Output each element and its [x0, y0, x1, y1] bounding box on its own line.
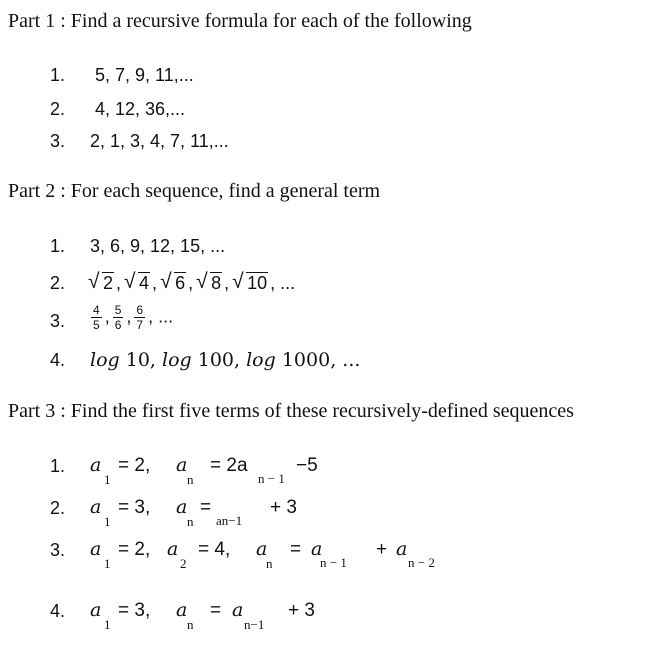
sequence-tail: , ... — [270, 273, 296, 293]
fraction-term: $\frac{6}{7}$ — [136, 303, 144, 332]
list-number: 1. — [50, 236, 66, 256]
sequence-text: 4, 12, 36,... — [95, 99, 186, 119]
list-number: 2. — [50, 99, 66, 119]
list-number: 1. — [50, 456, 66, 476]
sqrt-sequence: √ 2 , √ 4 , √ 6 , √ 8 , √ 10 , ... — [90, 273, 295, 294]
fraction-term: $\frac{4}{5}$ — [93, 303, 100, 332]
sqrt-term: √ 2 — [90, 273, 114, 294]
part3-heading: Part 3 : Find the first five terms of these recursively-defined sequences — [8, 400, 574, 422]
part2-heading: Part 2 : For each sequence, find a general term — [8, 180, 381, 202]
list-number: 3. — [50, 311, 66, 331]
list-number: 2. — [50, 273, 66, 293]
sequence-text: 2, 1, 3, 4, 7, 11,... — [90, 131, 229, 151]
sqrt-term: √ 8 — [198, 273, 222, 294]
sequence-text: 3, 6, 9, 12, 15, ... — [90, 236, 226, 256]
part1-heading: Part 1 : Find a recursive formula for each of the following — [8, 10, 472, 32]
sqrt-term: √ 6 — [162, 273, 186, 294]
list-number: 4. — [50, 601, 66, 621]
sequence-tail: ... — [153, 306, 174, 327]
sequence-text: 5, 7, 9, 11,... — [95, 65, 194, 85]
fraction-sequence: $\frac{4}{5}$ , $\frac{5}{6}$ , $\frac{6}{7}$ , ... — [93, 303, 174, 332]
fraction-term: $\frac{5}{6}$ — [114, 303, 122, 332]
list-number: 1. — [50, 65, 66, 85]
sqrt-term: √ 10 — [234, 273, 268, 294]
list-number: 4. — [50, 350, 66, 370]
list-number: 3. — [50, 540, 66, 560]
sqrt-term: √ 4 — [126, 273, 150, 294]
list-number: 2. — [50, 498, 66, 518]
log-sequence: log 10, log 100, log 1000, ... — [90, 349, 361, 371]
list-number: 3. — [50, 131, 66, 151]
